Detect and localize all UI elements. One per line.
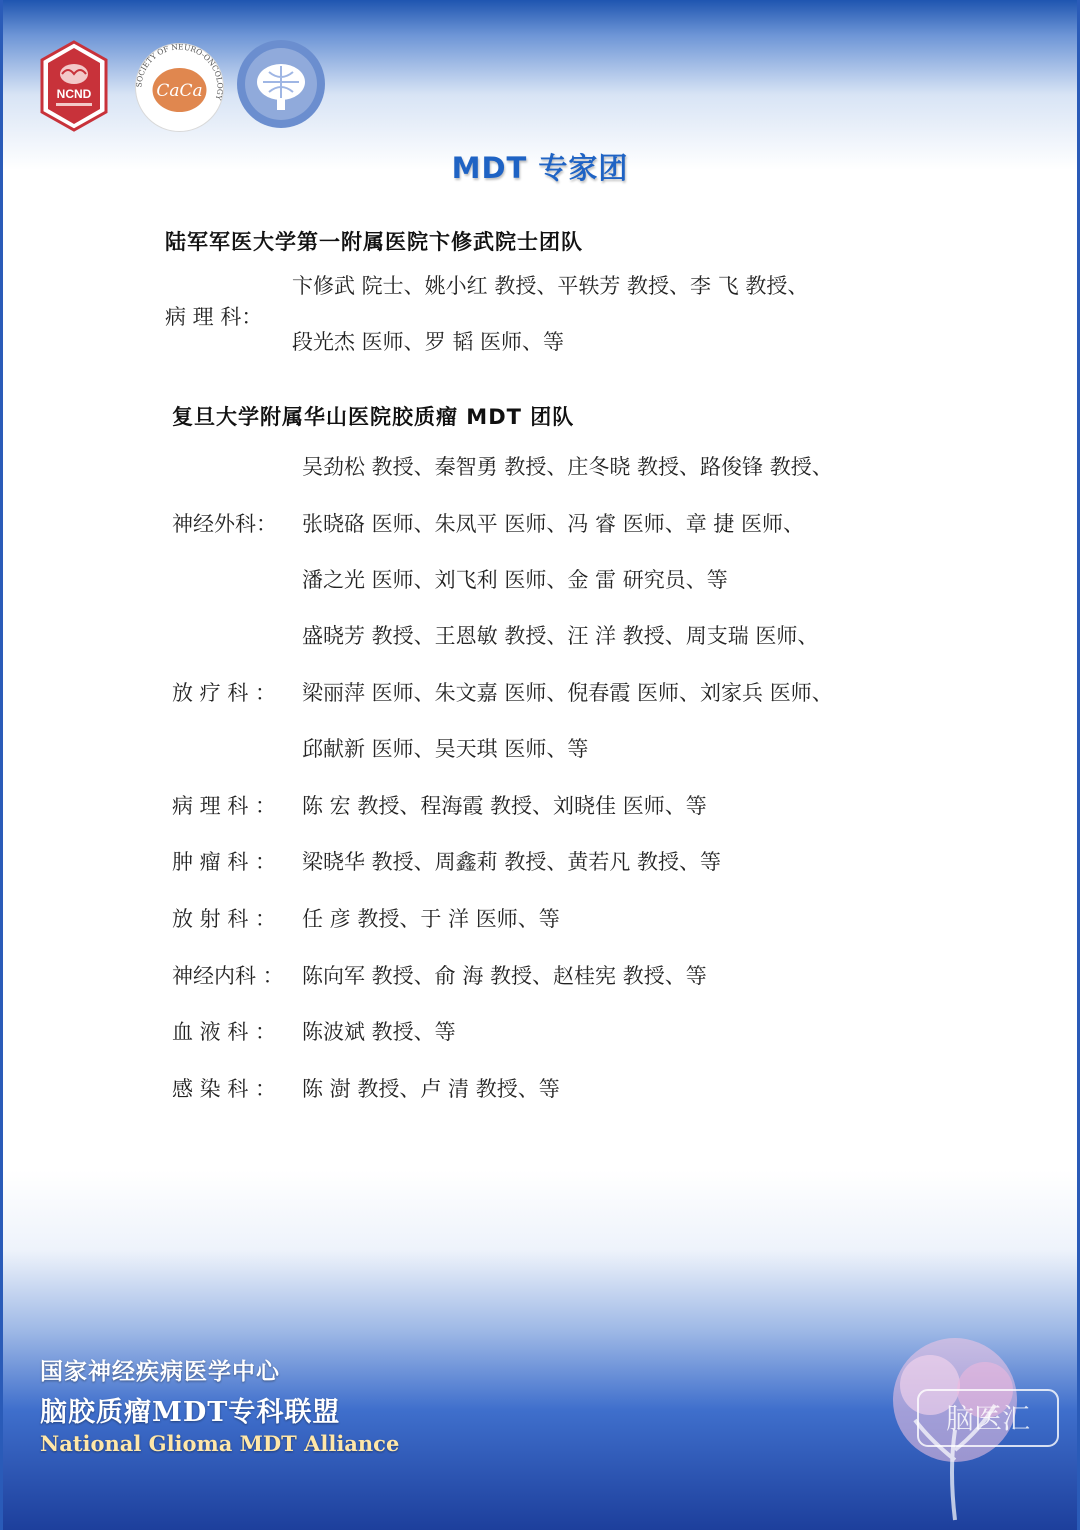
team2-infection-line-1: 陈 澍 教授、卢 清 教授、等	[302, 1077, 560, 1101]
team2-dept-oncology-label: 肿 瘤 科 ：	[172, 850, 277, 874]
team1-dept-pathology-label: 病 理 科：	[165, 305, 263, 329]
team2-oncology-line-1: 梁晓华 教授、周鑫莉 教授、黄若凡 教授、等	[302, 850, 722, 874]
team2-radiology-line-1: 任 彦 教授、于 洋 医师、等	[302, 907, 560, 931]
caca-ring-text: SOCIETY OF NEURO-ONCOLOGY	[134, 42, 225, 102]
team2-dept-radiology-label: 放 射 科 ：	[172, 907, 277, 931]
team2-dept-neurosurgery-label: 神经外科：	[172, 512, 277, 536]
team2-dept-hematology-label: 血 液 科 ：	[172, 1020, 277, 1044]
brain-tree-icon	[860, 1330, 1060, 1530]
team2-neurosurgery-line-3: 潘之光 医师、刘飞利 医师、金 雷 研究员、等	[302, 568, 728, 592]
team2-radiotherapy-line-1: 盛晓芳 教授、王恩敏 教授、汪 洋 教授、周支瑞 医师、	[302, 624, 819, 648]
team2-radiotherapy-line-3: 邱献新 医师、吴天琪 医师、等	[302, 737, 589, 761]
team2-dept-infection-label: 感 染 科 ：	[172, 1077, 277, 1101]
team2-neurosurgery-line-2: 张晓硌 医师、朱凤平 医师、冯 睿 医师、章 捷 医师、	[302, 512, 805, 536]
team2-radiotherapy-line-2: 梁丽萍 医师、朱文嘉 医师、倪春霞 医师、刘家兵 医师、	[302, 681, 833, 705]
team2-heading: 复旦大学附属华山医院胶质瘤 MDT 团队	[172, 405, 575, 429]
caca-logo	[132, 40, 227, 135]
team2-neurosurgery-line-1: 吴劲松 教授、秦智勇 教授、庄冬晓 教授、路俊锋 教授、	[302, 455, 833, 479]
team2-pathology-line-1: 陈 宏 教授、程海霞 教授、刘晓佳 医师、等	[302, 794, 707, 818]
footer-english-name: National Glioma MDT Alliance	[40, 1431, 400, 1456]
ncnd-logo	[40, 40, 108, 132]
team1-heading: 陆军军医大学第一附属医院卞修武院士团队	[165, 230, 583, 254]
page-edge-left	[0, 0, 3, 1530]
team2-neurology-line-1: 陈向军 教授、俞 海 教授、赵桂宪 教授、等	[302, 964, 707, 988]
footer-alliance-name: 脑胶质瘤MDT专科联盟	[40, 1397, 341, 1428]
page-title: MDT 专家团	[451, 151, 629, 185]
caca-logo-text: CaCa	[156, 81, 203, 101]
team1-pathology-line-2: 段光杰 医师、罗 韬 医师、等	[292, 330, 565, 354]
team2-dept-pathology-label: 病 理 科 ：	[172, 794, 277, 818]
ncnd-logo-text: NCND	[56, 87, 92, 101]
alliance-logo	[235, 38, 327, 130]
team2-dept-neurology-label: 神经内科 ：	[172, 964, 284, 988]
team2-hematology-line-1: 陈波斌 教授、等	[302, 1020, 456, 1044]
team2-dept-radiotherapy-label: 放 疗 科 ：	[172, 681, 277, 705]
team1-pathology-line-1: 卞修武 院士、姚小红 教授、平轶芳 教授、李 飞 教授、	[292, 274, 809, 298]
brain-art-text: 脑医汇	[945, 1402, 1031, 1435]
footer-org-name: 国家神经疾病医学中心	[40, 1358, 280, 1385]
